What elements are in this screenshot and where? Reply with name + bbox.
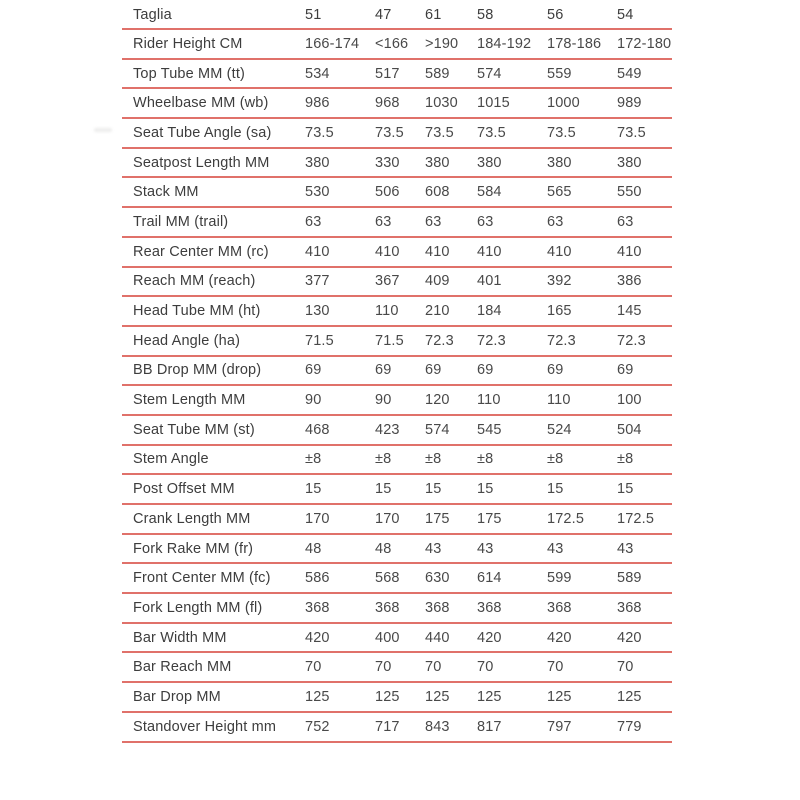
spec-value: 72.3 [477, 326, 547, 356]
spec-value: 73.5 [305, 118, 375, 148]
spec-value: 589 [617, 563, 672, 593]
spec-value: 48 [305, 534, 375, 564]
spec-value: 125 [617, 682, 672, 712]
table-body [122, 29, 672, 742]
spec-value: 43 [425, 534, 477, 564]
spec-value: 170 [305, 504, 375, 534]
spec-value: 69 [425, 356, 477, 386]
spec-value: 989 [617, 88, 672, 118]
spec-value: ±8 [477, 445, 547, 475]
spec-value: ±8 [547, 445, 617, 475]
spec-value: 368 [425, 593, 477, 623]
spec-value: 43 [477, 534, 547, 564]
spec-value: 423 [375, 415, 425, 445]
spec-value: 330 [375, 148, 425, 178]
table-row [122, 652, 672, 682]
spec-label: Post Offset MM [122, 474, 305, 504]
spec-value: ±8 [425, 445, 477, 475]
table-row [122, 118, 672, 148]
spec-label: Head Angle (ha) [122, 326, 305, 356]
table-row [122, 177, 672, 207]
spec-value: 184 [477, 296, 547, 326]
spec-value: 410 [375, 237, 425, 267]
spec-label: Bar Width MM [122, 623, 305, 653]
spec-value: 90 [375, 385, 425, 415]
spec-value: 210 [425, 296, 477, 326]
spec-value: 1015 [477, 88, 547, 118]
spec-value: 574 [477, 59, 547, 89]
table-row [122, 148, 672, 178]
spec-value: 69 [477, 356, 547, 386]
table-row [122, 59, 672, 89]
spec-value: 380 [547, 148, 617, 178]
spec-value: 1030 [425, 88, 477, 118]
spec-value: 752 [305, 712, 375, 742]
spec-value: ±8 [305, 445, 375, 475]
spec-value: 420 [477, 623, 547, 653]
spec-value: 73.5 [425, 118, 477, 148]
spec-value: 72.3 [425, 326, 477, 356]
spec-value: 410 [477, 237, 547, 267]
spec-value: 420 [617, 623, 672, 653]
spec-value: 386 [617, 267, 672, 297]
spec-value: 15 [375, 474, 425, 504]
spec-value: 410 [305, 237, 375, 267]
spec-label: Front Center MM (fc) [122, 563, 305, 593]
spec-value: 63 [617, 207, 672, 237]
spec-value: 43 [547, 534, 617, 564]
spec-value: 586 [305, 563, 375, 593]
spec-value: 100 [617, 385, 672, 415]
spec-value: <166 [375, 29, 425, 59]
table-row [122, 237, 672, 267]
spec-label: Trail MM (trail) [122, 207, 305, 237]
spec-value: 70 [617, 652, 672, 682]
table-row [122, 385, 672, 415]
table-row [122, 504, 672, 534]
spec-value: 72.3 [547, 326, 617, 356]
spec-value: 110 [547, 385, 617, 415]
spec-value: 599 [547, 563, 617, 593]
spec-value: 71.5 [305, 326, 375, 356]
table-row [122, 326, 672, 356]
spec-value: 584 [477, 177, 547, 207]
table-row [122, 445, 672, 475]
spec-value: 125 [375, 682, 425, 712]
spec-value: 410 [425, 237, 477, 267]
spec-value: 15 [547, 474, 617, 504]
spec-value: 368 [305, 593, 375, 623]
spec-value: 63 [477, 207, 547, 237]
spec-value: 420 [547, 623, 617, 653]
table-row [122, 534, 672, 564]
spec-value: 392 [547, 267, 617, 297]
spec-label: Top Tube MM (tt) [122, 59, 305, 89]
spec-value: 380 [305, 148, 375, 178]
spec-value: 15 [425, 474, 477, 504]
column-header-size: 61 [425, 2, 477, 29]
bike-geometry-table [122, 2, 672, 743]
spec-label: Fork Rake MM (fr) [122, 534, 305, 564]
spec-value: 574 [425, 415, 477, 445]
spec-label: Seatpost Length MM [122, 148, 305, 178]
spec-value: 568 [375, 563, 425, 593]
table-row [122, 712, 672, 742]
spec-value: 170 [375, 504, 425, 534]
spec-value: 178-186 [547, 29, 617, 59]
table-row [122, 563, 672, 593]
spec-label: Crank Length MM [122, 504, 305, 534]
spec-value: 517 [375, 59, 425, 89]
spec-value: 550 [617, 177, 672, 207]
column-header-size: 58 [477, 2, 547, 29]
spec-value: 565 [547, 177, 617, 207]
spec-value: 71.5 [375, 326, 425, 356]
spec-value: 614 [477, 563, 547, 593]
spec-value: >190 [425, 29, 477, 59]
spec-label: Stem Angle [122, 445, 305, 475]
spec-label: Reach MM (reach) [122, 267, 305, 297]
table-row [122, 356, 672, 386]
spec-value: 125 [425, 682, 477, 712]
table-row [122, 682, 672, 712]
spec-value: 73.5 [375, 118, 425, 148]
spec-value: 380 [617, 148, 672, 178]
spec-value: 410 [617, 237, 672, 267]
spec-label: Rider Height CM [122, 29, 305, 59]
spec-value: 69 [375, 356, 425, 386]
spec-value: 545 [477, 415, 547, 445]
table-row [122, 207, 672, 237]
spec-value: 367 [375, 267, 425, 297]
spec-value: 440 [425, 623, 477, 653]
spec-value: 843 [425, 712, 477, 742]
table-row [122, 593, 672, 623]
spec-value: 630 [425, 563, 477, 593]
spec-label: Wheelbase MM (wb) [122, 88, 305, 118]
geometry-table-container [122, 2, 672, 743]
spec-value: 69 [305, 356, 375, 386]
table-row [122, 296, 672, 326]
spec-value: 69 [547, 356, 617, 386]
spec-label: Standover Height mm [122, 712, 305, 742]
spec-value: 779 [617, 712, 672, 742]
spec-value: 589 [425, 59, 477, 89]
table-row [122, 623, 672, 653]
spec-value: 63 [425, 207, 477, 237]
spec-value: 145 [617, 296, 672, 326]
spec-label: Head Tube MM (ht) [122, 296, 305, 326]
spec-value: 172-180 [617, 29, 672, 59]
spec-value: 110 [375, 296, 425, 326]
spec-value: 368 [547, 593, 617, 623]
spec-label: BB Drop MM (drop) [122, 356, 305, 386]
stray-smudge-mark [94, 128, 112, 132]
spec-value: 530 [305, 177, 375, 207]
spec-value: 63 [547, 207, 617, 237]
spec-value: 70 [305, 652, 375, 682]
spec-value: 409 [425, 267, 477, 297]
spec-value: 549 [617, 59, 672, 89]
column-header-size: 51 [305, 2, 375, 29]
spec-value: 172.5 [617, 504, 672, 534]
spec-value: 368 [375, 593, 425, 623]
spec-value: 73.5 [547, 118, 617, 148]
spec-value: 166-174 [305, 29, 375, 59]
spec-value: 400 [375, 623, 425, 653]
spec-value: 534 [305, 59, 375, 89]
spec-value: 165 [547, 296, 617, 326]
spec-label: Seat Tube Angle (sa) [122, 118, 305, 148]
spec-value: 717 [375, 712, 425, 742]
header-row [122, 2, 672, 29]
spec-value: 125 [547, 682, 617, 712]
spec-value: 380 [425, 148, 477, 178]
spec-value: 504 [617, 415, 672, 445]
column-header-size: 54 [617, 2, 672, 29]
spec-value: 175 [477, 504, 547, 534]
spec-value: 70 [375, 652, 425, 682]
spec-value: 817 [477, 712, 547, 742]
spec-value: 968 [375, 88, 425, 118]
spec-value: 468 [305, 415, 375, 445]
spec-value: 420 [305, 623, 375, 653]
spec-label: Fork Length MM (fl) [122, 593, 305, 623]
spec-value: 48 [375, 534, 425, 564]
spec-value: ±8 [617, 445, 672, 475]
spec-value: 73.5 [617, 118, 672, 148]
spec-value: 72.3 [617, 326, 672, 356]
spec-label: Stem Length MM [122, 385, 305, 415]
spec-value: 368 [477, 593, 547, 623]
spec-label: Bar Drop MM [122, 682, 305, 712]
spec-value: 401 [477, 267, 547, 297]
spec-value: 69 [617, 356, 672, 386]
spec-value: 797 [547, 712, 617, 742]
table-row [122, 415, 672, 445]
spec-value: 368 [617, 593, 672, 623]
spec-label: Seat Tube MM (st) [122, 415, 305, 445]
spec-value: 63 [305, 207, 375, 237]
spec-value: 608 [425, 177, 477, 207]
spec-value: ±8 [375, 445, 425, 475]
spec-label: Bar Reach MM [122, 652, 305, 682]
spec-value: 377 [305, 267, 375, 297]
spec-value: 15 [477, 474, 547, 504]
table-row [122, 88, 672, 118]
spec-value: 70 [547, 652, 617, 682]
spec-value: 63 [375, 207, 425, 237]
header-label-taglia: Taglia [122, 2, 305, 29]
spec-value: 70 [425, 652, 477, 682]
spec-value: 1000 [547, 88, 617, 118]
table-row [122, 474, 672, 504]
table-row [122, 267, 672, 297]
spec-value: 559 [547, 59, 617, 89]
spec-value: 110 [477, 385, 547, 415]
column-header-size: 56 [547, 2, 617, 29]
spec-value: 506 [375, 177, 425, 207]
spec-value: 410 [547, 237, 617, 267]
spec-value: 172.5 [547, 504, 617, 534]
column-header-size: 47 [375, 2, 425, 29]
table-row [122, 29, 672, 59]
spec-value: 15 [305, 474, 375, 504]
spec-value: 125 [477, 682, 547, 712]
spec-value: 524 [547, 415, 617, 445]
spec-value: 43 [617, 534, 672, 564]
spec-label: Stack MM [122, 177, 305, 207]
spec-value: 73.5 [477, 118, 547, 148]
spec-value: 70 [477, 652, 547, 682]
spec-value: 130 [305, 296, 375, 326]
spec-value: 175 [425, 504, 477, 534]
spec-label: Rear Center MM (rc) [122, 237, 305, 267]
spec-value: 986 [305, 88, 375, 118]
spec-value: 15 [617, 474, 672, 504]
spec-value: 90 [305, 385, 375, 415]
spec-value: 380 [477, 148, 547, 178]
spec-value: 184-192 [477, 29, 547, 59]
spec-value: 125 [305, 682, 375, 712]
spec-value: 120 [425, 385, 477, 415]
